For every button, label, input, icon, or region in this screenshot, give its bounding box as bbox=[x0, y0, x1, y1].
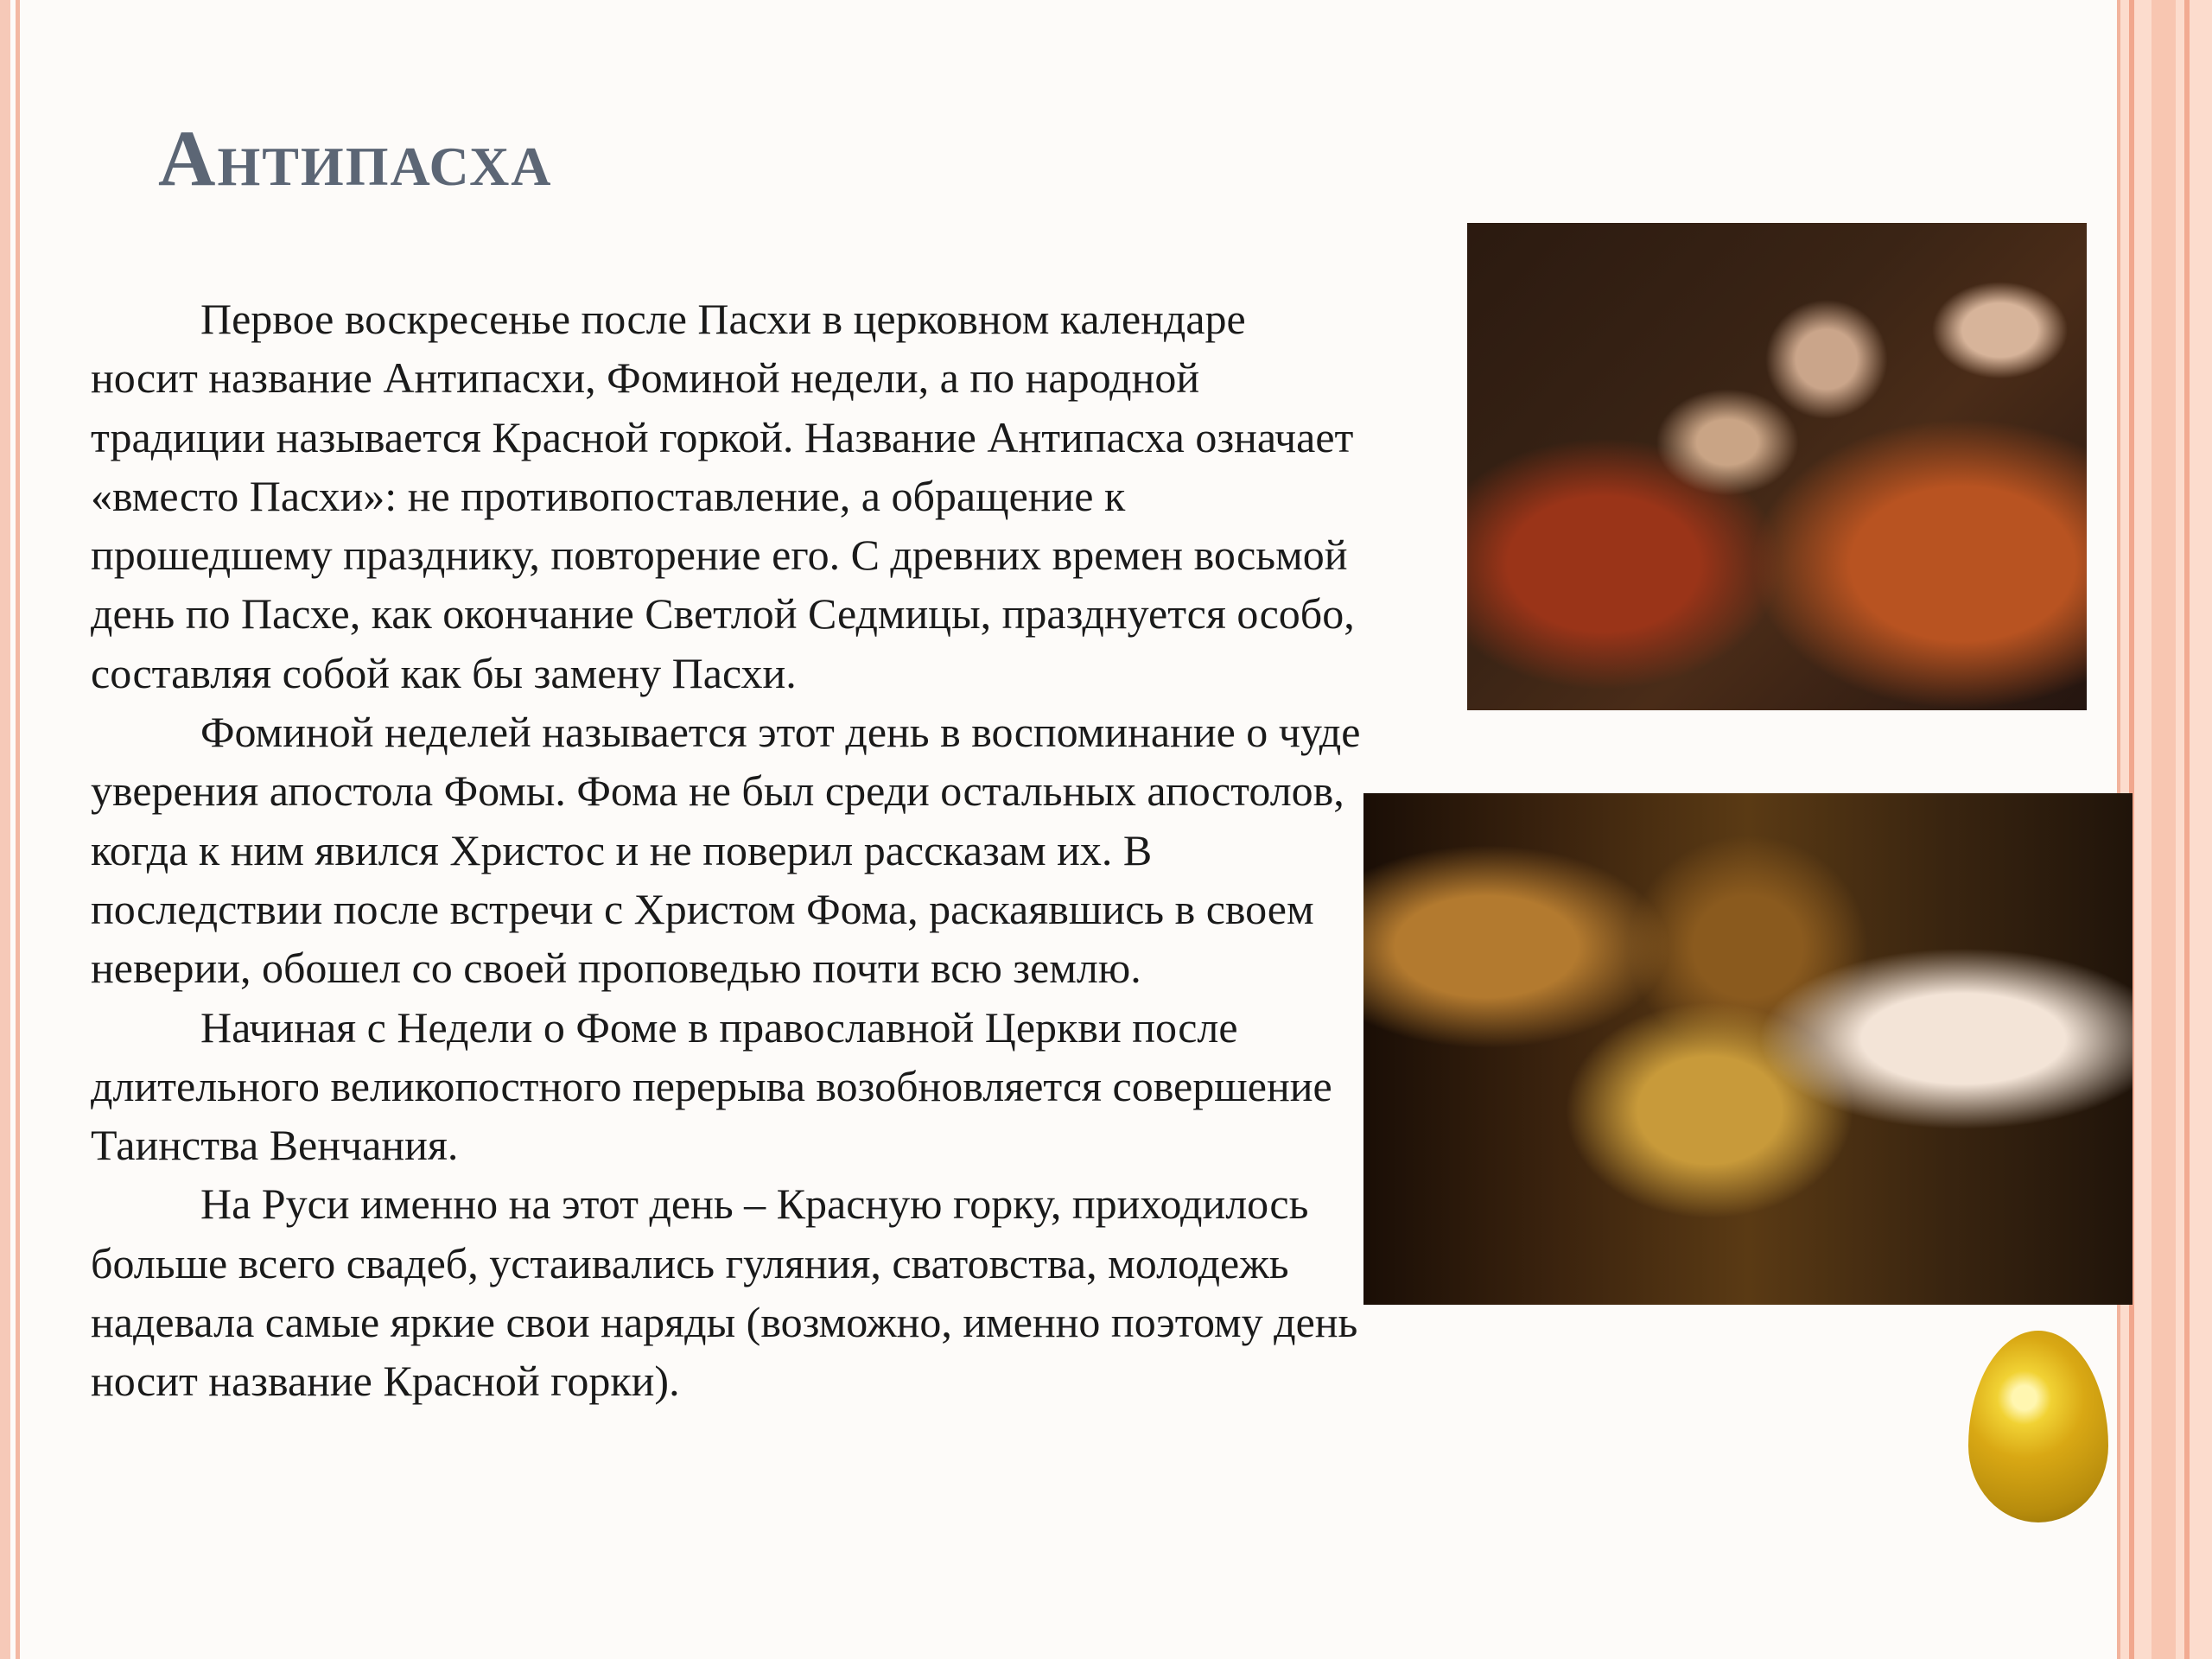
slide-body-text bbox=[91, 289, 1361, 1411]
left-border-stripe bbox=[0, 0, 10, 1659]
left-decorative-border bbox=[0, 0, 31, 1659]
paragraph-2: Фоминой неделей называется этот день в воспоминание о чуде уверения апостола Фомы. Фома не был среди остальных апостолов, когда к ним явился Христос и не поверил рассказам их. В последствии после встречи с Христом Фома, раскаявшись в своем неверии, обошел со своей проповедью почти всю землю. bbox=[91, 708, 1361, 993]
right-border-stripe bbox=[2152, 0, 2176, 1659]
wedding-photo-image bbox=[1363, 793, 2133, 1305]
slide-title: Антипасха bbox=[158, 114, 553, 202]
painting-image bbox=[1467, 223, 2087, 710]
golden-egg-icon bbox=[1968, 1331, 2108, 1522]
paragraph-4: На Руси именно на этот день – Красную горку, приходилось больше всего свадеб, устаивались гуляния, сватовства, молодежь надевала самые яркие свои наряды (возможно, именно поэтому день носит название Красной горки). bbox=[91, 1179, 1358, 1406]
right-border-stripe bbox=[2184, 0, 2190, 1659]
left-border-stripe bbox=[16, 0, 20, 1659]
paragraph-3: Начиная с Недели о Фоме в православной Церкви после длительного великопостного перерыва возобновляется совершение Таинства Венчания. bbox=[91, 1002, 1332, 1170]
paragraph-1: Первое воскресенье после Пасхи в церковном календаре носит название Антипасхи, Фоминой недели, а по народной традиции называется Красной горкой. Название Антипасха означает «вместо Пасхи»: не противопоставление, а обращение к прошедшему празднику, повторение его. С древних времен восьмой день по Пасхе, как окончание Светлой Седмицы, празднуется особо, составляя собой как бы замену Пасхи. bbox=[91, 295, 1355, 697]
